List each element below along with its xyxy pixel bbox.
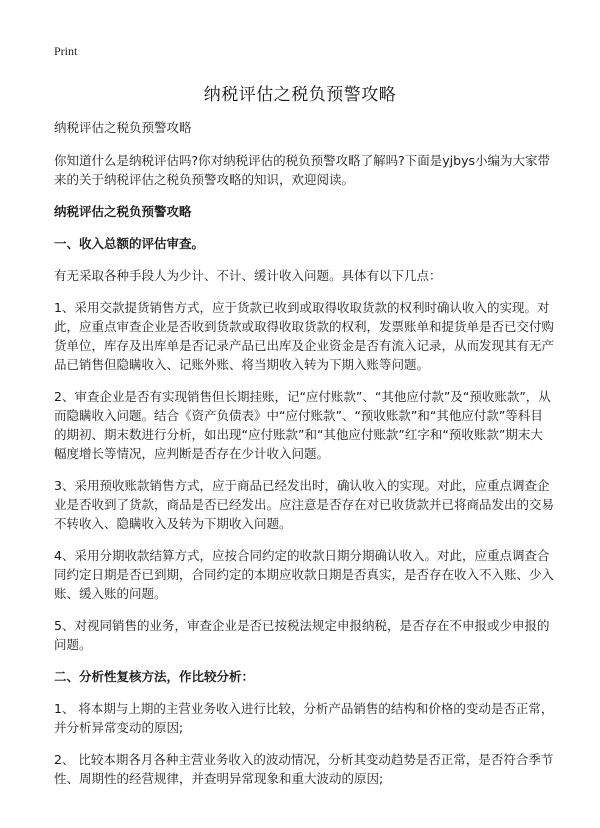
section1-title: 一、收入总额的评估审查。 [54,236,205,251]
section1-lead: 有无采取各种手段人为少计、不计、缓计收入问题。具体有以下几点： [54,268,442,283]
intro-paragraph: 你知道什么是纳税评估吗?你对纳税评估的税负预警攻略了解吗?下面是yjbys小编为大家带来的关于纳税评估之税负预警攻略的知识，欢迎阅读。 [54,153,550,187]
document-title: 纳税评估之税负预警攻略 [203,85,397,105]
section1-item: 5、对视同销售的业务，审查企业是否已按税法规定申报纳税，是否存在不申报或少申报的问题。 [54,618,550,652]
section2-item: 2、 比较本期各月各种主营业务收入的波动情况，分析其变动趋势是否正常，是否符合季节性、周期性的经营规律，并查明异常现象和重大波动的原因; [54,752,554,786]
document-body [54,118,554,801]
print-label: Print [54,44,78,58]
document-subtitle: 纳税评估之税负预警攻略 [54,120,192,135]
section2-title: 二、分析性复核方法，作比较分析： [54,669,255,684]
section1-item: 2、审查企业是否有实现销售但长期挂账，记“应付账款”、“其他应付款”及“预收账款”，从而隐瞒收入问题。结合《资产负债表》中“应付账款”、“预收账款”和“其他应付款”等科目的期初、期末数进行分析，如出现“应付账款”和“其他应付账款”红字和“预收账款”期末大幅度增长等情况，应判断是否存在少计收入问题。 [54,389,551,461]
section1-item: 4、采用分期收款结算方式，应按合同约定的收款日期分期确认收入。对此，应重点调查合同约定日期是否已到期，合同约定的本期应收款日期是否真实，是否存在收入不入账、少入账、缓入账的问题。 [54,548,555,601]
section1-item: 1、采用交款提货销售方式，应于货款已收到或取得收取货款的权利时确认收入的实现。对此，应重点审查企业是否收到货款或取得收取货款的权利，发票账单和提货单是否已交付购货单位，库存及出库单是否记录产品已出库及企业资金是否有流入记录，从而发现其有无产品已销售但隐瞒收入、记账外账、将当期收入转为下期入账等问题。 [54,300,555,372]
section-heading: 纳税评估之税负预警攻略 [54,204,192,219]
section2-item: 1、 将本期与上期的主营业务收入进行比较，分析产品销售的结构和价格的变动是否正常，并分析异常变动的原因; [54,701,554,735]
section1-item: 3、采用预收账款销售方式，应于商品已经发出时，确认收入的实现。对此，应重点调查企业是否收到了货款，商品是否已经发出。应注意是否存在对已收货款并已将商品发出的交易不转收入、隐瞒收入及转为下期收入问题。 [54,478,555,531]
